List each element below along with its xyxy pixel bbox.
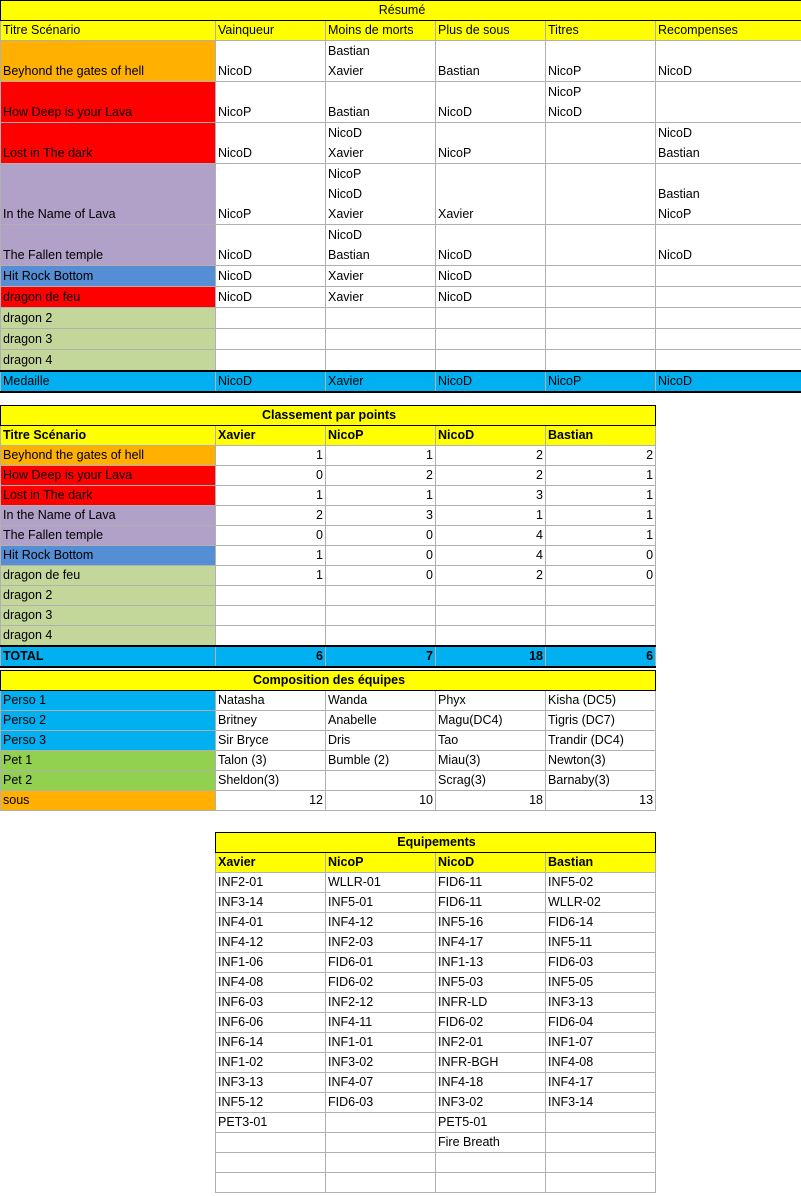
medaille-cell: Medaille xyxy=(1,371,216,392)
composition-body xyxy=(1,671,656,811)
classement-body xyxy=(1,406,656,668)
classement-points-cell: 2 xyxy=(546,446,656,466)
equipement-cell: INF4-12 xyxy=(216,933,326,953)
resume-row xyxy=(1,329,801,350)
classement-points-cell: 1 xyxy=(216,446,326,466)
composition-row xyxy=(1,731,656,751)
composition-row xyxy=(1,771,656,791)
equipement-cell: FID6-02 xyxy=(326,973,436,993)
classement-points-cell xyxy=(436,626,546,647)
classement-scenario-cell: dragon 2 xyxy=(1,586,216,606)
resume-scenario-cell: dragon 3 xyxy=(1,329,216,350)
sous-label-cell: sous xyxy=(1,791,216,811)
classement-header-cell: NicoD xyxy=(436,426,546,446)
equipement-cell: INF5-16 xyxy=(436,913,546,933)
classement-points-cell: 4 xyxy=(436,526,546,546)
resume-titres-cell xyxy=(546,308,656,329)
equipements-title: Equipements xyxy=(216,833,656,853)
equipement-cell xyxy=(326,1133,436,1153)
resume-recompenses-cell xyxy=(656,350,801,372)
equipement-cell: INF1-01 xyxy=(326,1033,436,1053)
equipements-row xyxy=(216,933,656,953)
classement-scenario-cell: In the Name of Lava xyxy=(1,506,216,526)
resume-sous-cell xyxy=(436,350,546,372)
classement-points-cell xyxy=(546,586,656,606)
classement-points-cell: 2 xyxy=(326,466,436,486)
equipement-cell xyxy=(326,1113,436,1133)
classement-row xyxy=(1,446,656,466)
classement-points-cell xyxy=(326,606,436,626)
resume-vainqueur-cell: NicoD xyxy=(216,287,326,308)
classement-scenario-cell: Beyhond the gates of hell xyxy=(1,446,216,466)
equipement-cell xyxy=(546,1153,656,1173)
equipements-header-row xyxy=(216,853,656,873)
classement-scenario-cell: Lost in The dark xyxy=(1,486,216,506)
resume-recompenses-cell: NicoD xyxy=(656,41,801,82)
resume-table xyxy=(0,0,801,393)
equipement-cell: INF5-11 xyxy=(546,933,656,953)
sous-value-cell: 13 xyxy=(546,791,656,811)
classement-scenario-cell: Hit Rock Bottom xyxy=(1,546,216,566)
classement-header-cell: Bastian xyxy=(546,426,656,446)
resume-titres-cell xyxy=(546,266,656,287)
resume-scenario-cell: How Deep is your Lava xyxy=(1,82,216,123)
resume-vainqueur-cell: NicoD xyxy=(216,266,326,287)
classement-points-cell: 1 xyxy=(216,566,326,586)
composition-member-cell: Barnaby(3) xyxy=(546,771,656,791)
equipements-row xyxy=(216,993,656,1013)
total-cell: TOTAL xyxy=(1,646,216,667)
composition-member-cell: Kisha (DC5) xyxy=(546,691,656,711)
classement-row xyxy=(1,626,656,647)
resume-recompenses-cell xyxy=(656,308,801,329)
equipement-cell: INF4-01 xyxy=(216,913,326,933)
equipement-cell: INFR-BGH xyxy=(436,1053,546,1073)
equipements-row xyxy=(216,1033,656,1053)
equipement-cell: INF1-13 xyxy=(436,953,546,973)
equipement-cell: INF5-02 xyxy=(546,873,656,893)
total-cell: 7 xyxy=(326,646,436,667)
composition-label-cell: Perso 2 xyxy=(1,711,216,731)
classement-header-cell: Titre Scénario xyxy=(1,426,216,446)
equipement-cell: INF4-08 xyxy=(546,1053,656,1073)
classement-points-cell: 1 xyxy=(216,546,326,566)
composition-member-cell: Bumble (2) xyxy=(326,751,436,771)
resume-row xyxy=(1,123,801,164)
equipement-cell: WLLR-01 xyxy=(326,873,436,893)
equipement-cell: FID6-11 xyxy=(436,893,546,913)
resume-sous-cell: NicoD xyxy=(436,287,546,308)
equipement-cell: FID6-14 xyxy=(546,913,656,933)
resume-scenario-cell: The Fallen temple xyxy=(1,225,216,266)
classement-scenario-cell: dragon 4 xyxy=(1,626,216,647)
classement-points-cell: 3 xyxy=(326,506,436,526)
equipement-cell: INF4-08 xyxy=(216,973,326,993)
classement-row xyxy=(1,606,656,626)
composition-table xyxy=(0,670,656,811)
resume-scenario-cell: In the Name of Lava xyxy=(1,164,216,225)
composition-row xyxy=(1,751,656,771)
equipement-cell: INF5-12 xyxy=(216,1093,326,1113)
resume-header-row xyxy=(1,21,801,41)
composition-member-cell: Scrag(3) xyxy=(436,771,546,791)
resume-sous-cell: NicoD xyxy=(436,266,546,287)
equipement-cell xyxy=(436,1153,546,1173)
classement-points-cell: 0 xyxy=(326,526,436,546)
resume-vainqueur-cell: NicoD xyxy=(216,225,326,266)
equipements-header-cell: Bastian xyxy=(546,853,656,873)
resume-recompenses-cell: Bastian NicoP xyxy=(656,164,801,225)
resume-row xyxy=(1,287,801,308)
resume-row xyxy=(1,164,801,225)
resume-vainqueur-cell: NicoD xyxy=(216,123,326,164)
classement-points-cell: 2 xyxy=(436,566,546,586)
classement-points-cell: 0 xyxy=(216,526,326,546)
composition-member-cell: Sheldon(3) xyxy=(216,771,326,791)
composition-member-cell: Talon (3) xyxy=(216,751,326,771)
resume-recompenses-cell xyxy=(656,329,801,350)
equipement-cell: INF2-03 xyxy=(326,933,436,953)
resume-row xyxy=(1,350,801,372)
resume-titres-cell xyxy=(546,123,656,164)
classement-points-cell xyxy=(546,626,656,647)
resume-scenario-cell: Lost in The dark xyxy=(1,123,216,164)
classement-points-cell xyxy=(546,606,656,626)
resume-sous-cell: Bastian xyxy=(436,41,546,82)
resume-sous-cell: NicoP xyxy=(436,123,546,164)
equipements-body xyxy=(216,833,656,1193)
equipement-cell: INF4-12 xyxy=(326,913,436,933)
classement-points-cell xyxy=(216,606,326,626)
resume-vainqueur-cell: NicoP xyxy=(216,164,326,225)
resume-header-cell: Recompenses xyxy=(656,21,801,41)
resume-row xyxy=(1,82,801,123)
composition-member-cell: Natasha xyxy=(216,691,326,711)
resume-vainqueur-cell: NicoP xyxy=(216,82,326,123)
equipement-cell: INF5-05 xyxy=(546,973,656,993)
resume-titres-cell: NicoP xyxy=(546,41,656,82)
classement-points-cell: 0 xyxy=(546,546,656,566)
resume-scenario-cell: Beyhond the gates of hell xyxy=(1,41,216,82)
classement-points-cell: 2 xyxy=(436,446,546,466)
resume-vainqueur-cell xyxy=(216,329,326,350)
resume-recompenses-cell: NicoD Bastian xyxy=(656,123,801,164)
resume-recompenses-cell xyxy=(656,266,801,287)
resume-header-cell: Titre Scénario xyxy=(1,21,216,41)
resume-titres-cell xyxy=(546,350,656,372)
composition-member-cell: Anabelle xyxy=(326,711,436,731)
equipement-cell xyxy=(216,1173,326,1193)
classement-points-cell: 1 xyxy=(546,506,656,526)
composition-member-cell: Miau(3) xyxy=(436,751,546,771)
classement-header-cell: NicoP xyxy=(326,426,436,446)
resume-titres-cell xyxy=(546,225,656,266)
classement-points-cell: 1 xyxy=(436,506,546,526)
equipement-cell xyxy=(436,1173,546,1193)
classement-row xyxy=(1,586,656,606)
equipement-cell xyxy=(546,1173,656,1193)
equipement-cell: INF3-13 xyxy=(546,993,656,1013)
resume-morts-cell xyxy=(326,308,436,329)
composition-member-cell: Dris xyxy=(326,731,436,751)
equipements-row xyxy=(216,913,656,933)
resume-scenario-cell: Hit Rock Bottom xyxy=(1,266,216,287)
resume-morts-cell: NicoD Xavier xyxy=(326,123,436,164)
equipement-cell xyxy=(216,1133,326,1153)
resume-morts-cell: Xavier xyxy=(326,287,436,308)
classement-points-cell: 0 xyxy=(326,546,436,566)
classement-scenario-cell: dragon de feu xyxy=(1,566,216,586)
resume-recompenses-cell xyxy=(656,287,801,308)
classement-points-cell xyxy=(326,626,436,647)
resume-row xyxy=(1,266,801,287)
equipement-cell: FID6-02 xyxy=(436,1013,546,1033)
classement-points-cell xyxy=(216,586,326,606)
classement-scenario-cell: How Deep is your Lava xyxy=(1,466,216,486)
classement-points-cell: 0 xyxy=(326,566,436,586)
equipement-cell: INF3-02 xyxy=(326,1053,436,1073)
classement-points-cell: 1 xyxy=(546,466,656,486)
resume-header-cell: Titres xyxy=(546,21,656,41)
equipements-row xyxy=(216,1173,656,1193)
classement-row xyxy=(1,466,656,486)
classement-header-cell: Xavier xyxy=(216,426,326,446)
equipement-cell: INF4-18 xyxy=(436,1073,546,1093)
composition-member-cell: Trandir (DC4) xyxy=(546,731,656,751)
resume-morts-cell: Bastian Xavier xyxy=(326,41,436,82)
resume-titres-cell: NicoP NicoD xyxy=(546,82,656,123)
composition-label-cell: Perso 1 xyxy=(1,691,216,711)
equipements-header-cell: NicoD xyxy=(436,853,546,873)
resume-sous-cell: NicoD xyxy=(436,82,546,123)
equipement-cell: FID6-03 xyxy=(326,1093,436,1113)
total-cell: 18 xyxy=(436,646,546,667)
classement-points-cell: 1 xyxy=(546,526,656,546)
classement-points-cell: 4 xyxy=(436,546,546,566)
equipement-cell: INF1-06 xyxy=(216,953,326,973)
equipement-cell: FID6-01 xyxy=(326,953,436,973)
composition-label-cell: Pet 1 xyxy=(1,751,216,771)
resume-recompenses-cell: NicoD xyxy=(656,225,801,266)
composition-member-cell: Britney xyxy=(216,711,326,731)
equipement-cell: INF2-01 xyxy=(436,1033,546,1053)
classement-points-cell: 1 xyxy=(326,446,436,466)
resume-title-row xyxy=(1,1,801,21)
resume-row xyxy=(1,41,801,82)
resume-sous-cell: Xavier xyxy=(436,164,546,225)
equipement-cell: INF1-02 xyxy=(216,1053,326,1073)
equipements-row xyxy=(216,1073,656,1093)
sous-value-cell: 18 xyxy=(436,791,546,811)
classement-points-cell xyxy=(326,586,436,606)
resume-morts-cell xyxy=(326,329,436,350)
equipements-row xyxy=(216,1113,656,1133)
composition-label-cell: Pet 2 xyxy=(1,771,216,791)
equipement-cell: INF5-03 xyxy=(436,973,546,993)
equipement-cell: INF6-14 xyxy=(216,1033,326,1053)
composition-member-cell: Phyx xyxy=(436,691,546,711)
composition-member-cell: Tao xyxy=(436,731,546,751)
equipements-row xyxy=(216,1133,656,1153)
equipements-header-cell: Xavier xyxy=(216,853,326,873)
total-cell: 6 xyxy=(546,646,656,667)
resume-titres-cell xyxy=(546,164,656,225)
equipement-cell: INF6-06 xyxy=(216,1013,326,1033)
equipement-cell: INF2-12 xyxy=(326,993,436,1013)
resume-header-cell: Moins de morts xyxy=(326,21,436,41)
equipement-cell: Fire Breath xyxy=(436,1133,546,1153)
classement-scenario-cell: The Fallen temple xyxy=(1,526,216,546)
resume-morts-cell: NicoD Bastian xyxy=(326,225,436,266)
equipements-row xyxy=(216,953,656,973)
classement-points-cell: 1 xyxy=(216,486,326,506)
equipement-cell xyxy=(546,1113,656,1133)
resume-vainqueur-cell: NicoD xyxy=(216,41,326,82)
composition-sous-row xyxy=(1,791,656,811)
composition-row xyxy=(1,711,656,731)
total-cell: 6 xyxy=(216,646,326,667)
classement-total-row xyxy=(1,646,656,667)
resume-sous-cell xyxy=(436,329,546,350)
equipement-cell: FID6-04 xyxy=(546,1013,656,1033)
classement-points-cell: 0 xyxy=(546,566,656,586)
classement-table xyxy=(0,405,656,668)
resume-medaille-row xyxy=(1,371,801,392)
equipement-cell: INF4-11 xyxy=(326,1013,436,1033)
sous-value-cell: 12 xyxy=(216,791,326,811)
composition-member-cell: Magu(DC4) xyxy=(436,711,546,731)
equipement-cell: INF2-01 xyxy=(216,873,326,893)
composition-row xyxy=(1,691,656,711)
equipements-row xyxy=(216,873,656,893)
equipement-cell: INF3-13 xyxy=(216,1073,326,1093)
resume-scenario-cell: dragon 2 xyxy=(1,308,216,329)
equipement-cell: PET5-01 xyxy=(436,1113,546,1133)
resume-row xyxy=(1,225,801,266)
classement-title: Classement par points xyxy=(1,406,656,426)
equipement-cell xyxy=(326,1153,436,1173)
classement-title-row xyxy=(1,406,656,426)
equipement-cell: INF3-02 xyxy=(436,1093,546,1113)
classement-row xyxy=(1,486,656,506)
classement-points-cell: 2 xyxy=(436,466,546,486)
resume-vainqueur-cell xyxy=(216,350,326,372)
resume-body xyxy=(1,1,801,393)
equipements-row xyxy=(216,973,656,993)
equipements-row xyxy=(216,1053,656,1073)
equipement-cell: INF4-07 xyxy=(326,1073,436,1093)
composition-label-cell: Perso 3 xyxy=(1,731,216,751)
medaille-cell: Xavier xyxy=(326,371,436,392)
resume-titres-cell xyxy=(546,287,656,308)
resume-title: Résumé xyxy=(1,1,801,21)
medaille-cell: NicoD xyxy=(216,371,326,392)
classement-points-cell: 2 xyxy=(216,506,326,526)
composition-title-row xyxy=(1,671,656,691)
composition-member-cell: Sir Bryce xyxy=(216,731,326,751)
equipement-cell: INF3-14 xyxy=(216,893,326,913)
medaille-cell: NicoD xyxy=(436,371,546,392)
classement-scenario-cell: dragon 3 xyxy=(1,606,216,626)
equipement-cell: WLLR-02 xyxy=(546,893,656,913)
composition-member-cell: Newton(3) xyxy=(546,751,656,771)
composition-member-cell: Tigris (DC7) xyxy=(546,711,656,731)
resume-sous-cell: NicoD xyxy=(436,225,546,266)
equipement-cell xyxy=(326,1173,436,1193)
resume-titres-cell xyxy=(546,329,656,350)
sous-value-cell: 10 xyxy=(326,791,436,811)
equipement-cell: INFR-LD xyxy=(436,993,546,1013)
resume-recompenses-cell xyxy=(656,82,801,123)
resume-row xyxy=(1,308,801,329)
equipement-cell xyxy=(216,1153,326,1173)
equipement-cell xyxy=(546,1133,656,1153)
classement-points-cell: 0 xyxy=(216,466,326,486)
equipement-cell: INF1-07 xyxy=(546,1033,656,1053)
equipements-table xyxy=(215,832,656,1193)
resume-scenario-cell: dragon de feu xyxy=(1,287,216,308)
classement-points-cell xyxy=(436,606,546,626)
classement-points-cell xyxy=(436,586,546,606)
equipements-row xyxy=(216,893,656,913)
composition-member-cell xyxy=(326,771,436,791)
medaille-cell: NicoP xyxy=(546,371,656,392)
resume-morts-cell: Xavier xyxy=(326,266,436,287)
medaille-cell: NicoD xyxy=(656,371,801,392)
classement-points-cell: 1 xyxy=(546,486,656,506)
resume-morts-cell xyxy=(326,350,436,372)
classement-row xyxy=(1,506,656,526)
classement-points-cell xyxy=(216,626,326,647)
equipement-cell: PET3-01 xyxy=(216,1113,326,1133)
classement-points-cell: 1 xyxy=(326,486,436,506)
resume-header-cell: Vainqueur xyxy=(216,21,326,41)
classement-row xyxy=(1,526,656,546)
classement-header-row xyxy=(1,426,656,446)
resume-scenario-cell: dragon 4 xyxy=(1,350,216,372)
equipement-cell: INF4-17 xyxy=(436,933,546,953)
equipements-row xyxy=(216,1013,656,1033)
composition-title: Composition des équipes xyxy=(1,671,656,691)
equipements-row xyxy=(216,1093,656,1113)
composition-member-cell: Wanda xyxy=(326,691,436,711)
equipement-cell: INF4-17 xyxy=(546,1073,656,1093)
resume-vainqueur-cell xyxy=(216,308,326,329)
classement-row xyxy=(1,566,656,586)
classement-row xyxy=(1,546,656,566)
resume-morts-cell: NicoP NicoD Xavier xyxy=(326,164,436,225)
equipements-title-row xyxy=(216,833,656,853)
equipement-cell: INF6-03 xyxy=(216,993,326,1013)
equipements-header-cell: NicoP xyxy=(326,853,436,873)
resume-header-cell: Plus de sous xyxy=(436,21,546,41)
equipements-row xyxy=(216,1153,656,1173)
equipement-cell: INF3-14 xyxy=(546,1093,656,1113)
resume-sous-cell xyxy=(436,308,546,329)
classement-points-cell: 3 xyxy=(436,486,546,506)
equipement-cell: FID6-11 xyxy=(436,873,546,893)
resume-morts-cell: Bastian xyxy=(326,82,436,123)
equipement-cell: INF5-01 xyxy=(326,893,436,913)
equipement-cell: FID6-03 xyxy=(546,953,656,973)
